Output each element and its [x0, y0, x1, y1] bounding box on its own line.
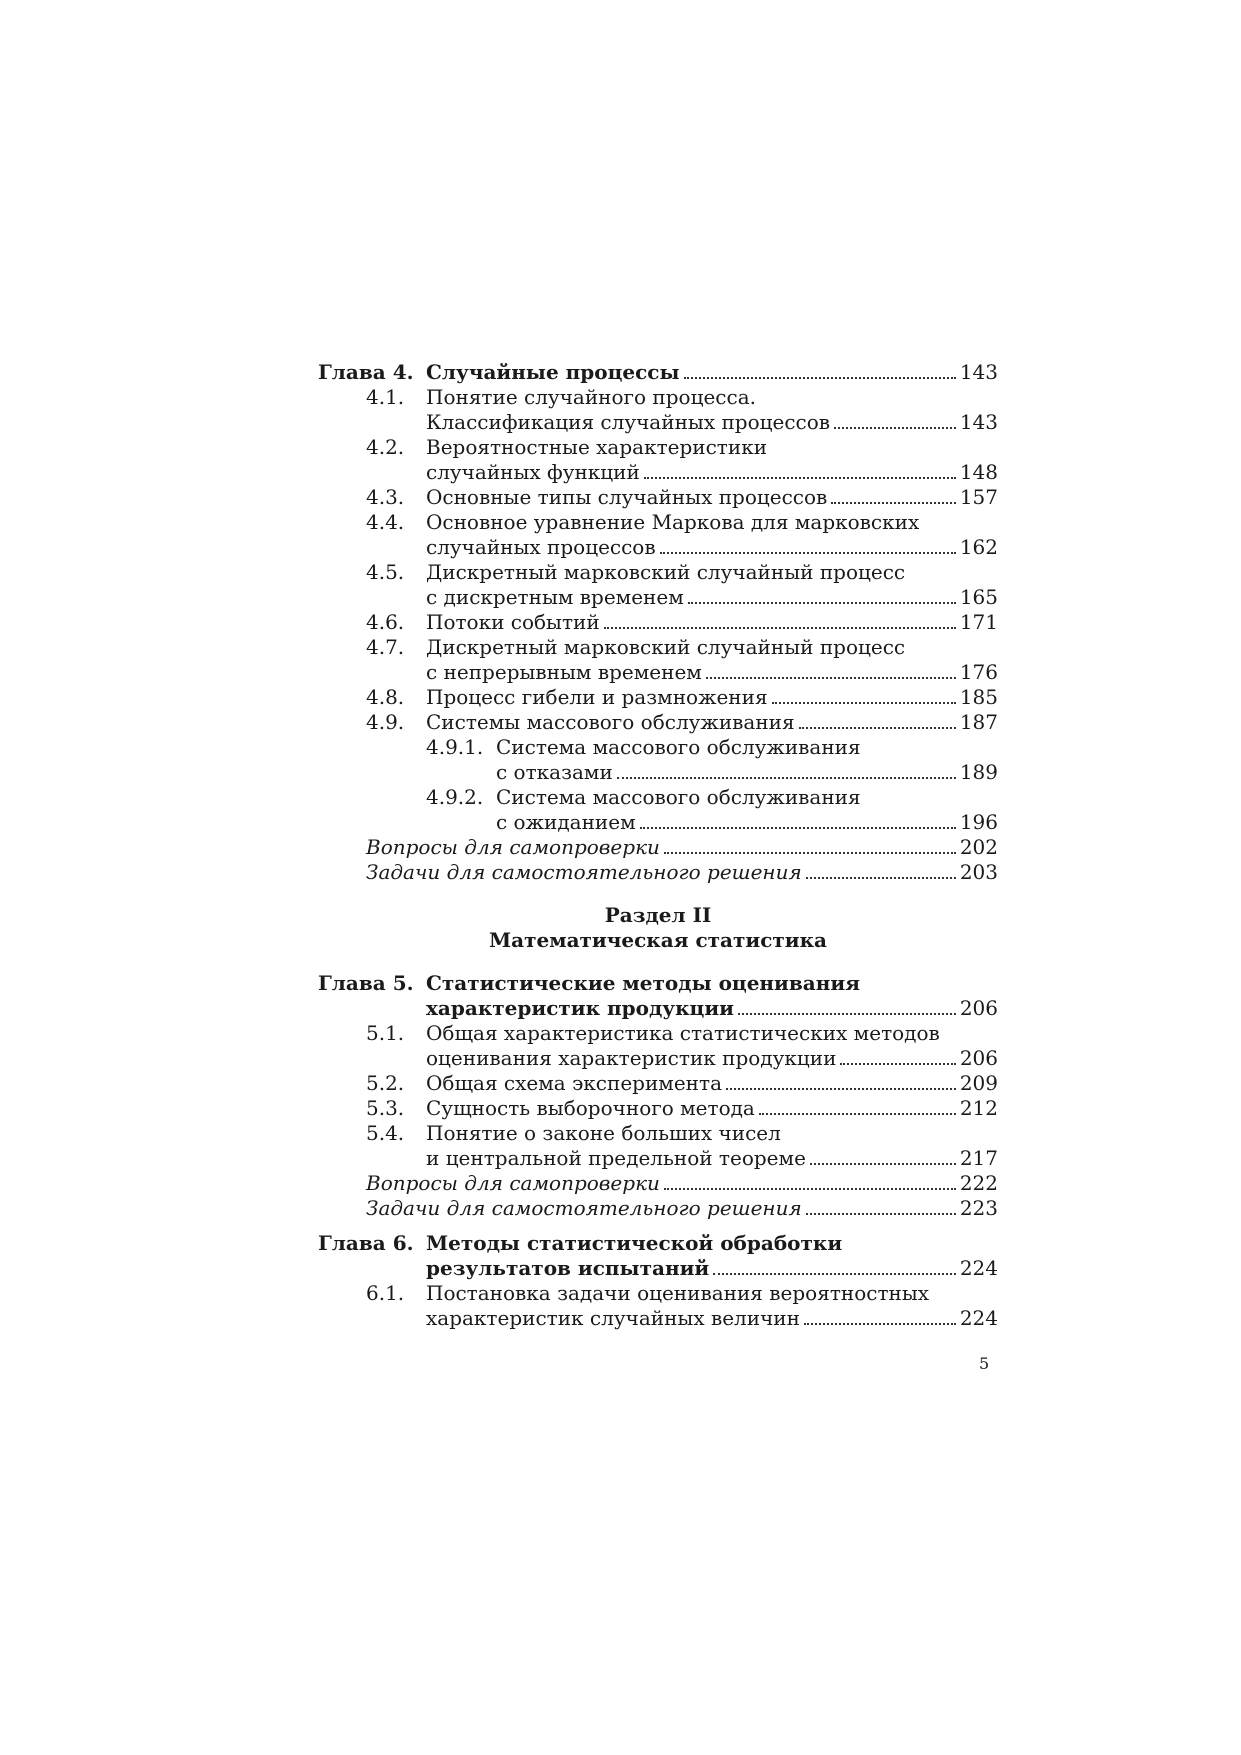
- toc-entry-line: [366, 835, 998, 860]
- toc-entry-title: с дискретным временем: [426, 585, 684, 609]
- toc-entry[interactable]: [318, 1171, 998, 1196]
- dot-leader: [644, 460, 956, 479]
- toc-entry-title: случайных функций: [426, 460, 640, 484]
- toc-entry-title: и центральной предельной теореме: [426, 1146, 806, 1170]
- toc-entry[interactable]: [318, 1146, 998, 1171]
- toc-entry-title: с отказами: [496, 760, 613, 784]
- toc-entry-page: 202: [959, 835, 998, 859]
- toc-entry-title: Задачи для самостоятельного решения: [366, 860, 802, 884]
- toc-entry-number: 4.9.2.: [426, 785, 484, 809]
- toc-entry-title: Система массового обслуживания: [496, 785, 861, 809]
- dot-leader: [840, 1046, 955, 1065]
- toc-entry-line: [426, 1231, 998, 1256]
- toc-entry[interactable]: [318, 710, 998, 735]
- toc-entry-line: [496, 810, 998, 835]
- toc-entry-line: [426, 1046, 998, 1071]
- toc-entry-line: [426, 1281, 998, 1306]
- toc-entry-number: 4.9.1.: [426, 735, 484, 759]
- toc-entry-title: Постановка задачи оценивания вероятностных: [426, 1281, 930, 1305]
- toc-entry-line: [426, 610, 998, 635]
- toc-entry-title: Системы массового обслуживания: [426, 710, 795, 734]
- toc-entry-line: [426, 1096, 998, 1121]
- toc-entry-page: 171: [959, 610, 998, 634]
- dot-leader: [806, 860, 956, 879]
- toc-entry-page: 185: [959, 685, 998, 709]
- toc-entry-page: 157: [959, 485, 998, 509]
- toc-entry[interactable]: [318, 1121, 998, 1146]
- toc-entry-title: Общая характеристика статистических методов: [426, 1021, 940, 1045]
- toc-entry-title: с ожиданием: [496, 810, 636, 834]
- toc-entry-title: Понятие о законе больших чисел: [426, 1121, 781, 1145]
- toc-entry-line: [426, 460, 998, 485]
- toc-entry-line: [426, 1121, 998, 1146]
- toc-entry-page: 209: [959, 1071, 998, 1095]
- toc-entry-page: 187: [959, 710, 998, 734]
- toc-entry[interactable]: [318, 510, 998, 535]
- toc-entry-line: [426, 1071, 998, 1096]
- toc-entry[interactable]: [318, 360, 998, 385]
- toc-entry[interactable]: [318, 971, 998, 996]
- toc-entry-line: [426, 635, 998, 660]
- toc-entry-number: 5.2.: [366, 1071, 405, 1095]
- toc-entry-number: Глава 6.: [318, 1231, 414, 1255]
- toc-entry-title: Вопросы для самопроверки: [366, 1171, 660, 1195]
- dot-leader: [684, 360, 956, 379]
- toc-entry[interactable]: [318, 1231, 998, 1256]
- dot-leader: [713, 1256, 956, 1275]
- toc-entry-line: [426, 435, 998, 460]
- toc-entry[interactable]: [318, 1281, 998, 1306]
- toc-entry-number: 6.1.: [366, 1281, 405, 1305]
- toc-entry[interactable]: [318, 1096, 998, 1121]
- toc-entry[interactable]: [318, 410, 998, 435]
- toc-entry-line: [426, 410, 998, 435]
- dot-leader: [806, 1196, 956, 1215]
- toc-entry-line: [366, 1171, 998, 1196]
- toc-entry-title: Потоки событий: [426, 610, 600, 634]
- toc-entry-title: Дискретный марковский случайный процесс: [426, 560, 906, 584]
- toc-entry-line: [366, 1196, 998, 1221]
- toc-entry[interactable]: [318, 1071, 998, 1096]
- toc-entry-line: [496, 735, 998, 760]
- dot-leader: [831, 485, 956, 504]
- toc-entry-page: 189: [959, 760, 998, 784]
- toc-entry-page: 143: [959, 410, 998, 434]
- toc-entry[interactable]: [318, 435, 998, 460]
- toc-entry-page: 148: [959, 460, 998, 484]
- toc-entry-page: 224: [959, 1306, 998, 1330]
- toc-entry-title: с непрерывным временем: [426, 660, 702, 684]
- toc-entry-page: 203: [959, 860, 998, 884]
- dot-leader: [706, 660, 956, 679]
- dot-leader: [664, 835, 956, 854]
- toc-entry-page: 206: [959, 996, 998, 1020]
- toc-entry-page: 196: [959, 810, 998, 834]
- dot-leader: [772, 685, 956, 704]
- toc-entry-number: Глава 5.: [318, 971, 414, 995]
- toc-entry-title: Процесс гибели и размножения: [426, 685, 768, 709]
- dot-leader: [726, 1071, 956, 1090]
- toc-entry-line: [426, 971, 998, 996]
- toc-entry[interactable]: [318, 485, 998, 510]
- dot-leader: [804, 1306, 956, 1325]
- toc-entry-page: 217: [959, 1146, 998, 1170]
- toc-entry-line: [426, 385, 998, 410]
- toc-entry-page: 222: [959, 1171, 998, 1195]
- toc-entry[interactable]: [318, 860, 998, 885]
- toc-entry-number: 5.4.: [366, 1121, 405, 1145]
- toc-entry-line: [426, 710, 998, 735]
- toc-entry-line: [426, 660, 998, 685]
- toc-entry-title: Классификация случайных процессов: [426, 410, 831, 434]
- toc-entry-number: 4.6.: [366, 610, 405, 634]
- toc-entry[interactable]: [318, 635, 998, 660]
- toc-entry-page: 143: [959, 360, 998, 384]
- toc-entry-line: [426, 585, 998, 610]
- spacer: [318, 1221, 998, 1231]
- toc-entry-line: [426, 1021, 998, 1046]
- dot-leader: [604, 610, 956, 629]
- toc-entry[interactable]: [318, 1046, 998, 1071]
- toc-entry[interactable]: [318, 785, 998, 810]
- toc-entry-title: характеристик продукции: [426, 996, 734, 1020]
- toc-entry[interactable]: [318, 835, 998, 860]
- toc-entry-number: Глава 4.: [318, 360, 414, 384]
- toc-entry-title: Основное уравнение Маркова для марковских: [426, 510, 920, 534]
- toc-entry-number: 5.3.: [366, 1096, 405, 1120]
- toc-entry-line: [426, 1306, 998, 1331]
- toc-entry[interactable]: [318, 460, 998, 485]
- toc-entry[interactable]: [318, 735, 998, 760]
- toc-entry-line: [426, 1146, 998, 1171]
- toc-entry-title: Случайные процессы: [426, 360, 680, 384]
- toc-entry-title: характеристик случайных величин: [426, 1306, 800, 1330]
- toc-entry-title: Задачи для самостоятельного решения: [366, 1196, 802, 1220]
- dot-leader: [688, 585, 956, 604]
- dot-leader: [834, 410, 956, 429]
- toc-entry[interactable]: [318, 660, 998, 685]
- part-number: Раздел II: [604, 903, 712, 927]
- toc-entry[interactable]: [318, 610, 998, 635]
- toc-entry-title: оценивания характеристик продукции: [426, 1046, 837, 1070]
- table-of-contents: [318, 360, 998, 1331]
- toc-entry[interactable]: [318, 585, 998, 610]
- toc-entry[interactable]: [318, 760, 998, 785]
- dot-leader: [799, 710, 956, 729]
- toc-entry-page: 212: [959, 1096, 998, 1120]
- dot-leader: [617, 760, 956, 779]
- toc-entry-title: Основные типы случайных процессов: [426, 485, 828, 509]
- toc-entry-title: результатов испытаний: [426, 1256, 710, 1280]
- toc-entry[interactable]: [318, 1306, 998, 1331]
- toc-entry-title: Сущность выборочного метода: [426, 1096, 755, 1120]
- toc-entry-number: 4.9.: [366, 710, 405, 734]
- toc-entry-page: 224: [959, 1256, 998, 1280]
- toc-entry-title: Система массового обслуживания: [496, 735, 861, 759]
- toc-entry-line: [426, 535, 998, 560]
- page-number: 5: [979, 1354, 990, 1373]
- toc-entry-line: [426, 560, 998, 585]
- toc-entry-title: Общая схема эксперимента: [426, 1071, 722, 1095]
- toc-entry-line: [426, 685, 998, 710]
- toc-entry[interactable]: [318, 810, 998, 835]
- toc-entry-number: 4.5.: [366, 560, 405, 584]
- toc-entry-line: [426, 485, 998, 510]
- toc-entry-number: 5.1.: [366, 1021, 405, 1045]
- toc-entry-page: 223: [959, 1196, 998, 1220]
- toc-entry-number: 4.7.: [366, 635, 405, 659]
- toc-entry-title: Вероятностные характеристики: [426, 435, 768, 459]
- toc-entry-page: 165: [959, 585, 998, 609]
- toc-entry-line: [426, 1256, 998, 1281]
- toc-entry-line: [496, 760, 998, 785]
- toc-entry[interactable]: [318, 1256, 998, 1281]
- part-title: Математическая статистика: [488, 928, 828, 952]
- toc-entry-title: случайных процессов: [426, 535, 656, 559]
- dot-leader: [738, 996, 956, 1015]
- toc-entry-title: Статистические методы оценивания: [426, 971, 860, 995]
- dot-leader: [640, 810, 956, 829]
- toc-entry[interactable]: [318, 996, 998, 1021]
- toc-entry-line: [366, 860, 998, 885]
- toc-entry-page: 206: [959, 1046, 998, 1070]
- toc-entry[interactable]: [318, 1196, 998, 1221]
- toc-entry-line: [426, 996, 998, 1021]
- part-heading: [318, 903, 998, 953]
- toc-entry[interactable]: [318, 535, 998, 560]
- toc-entry[interactable]: [318, 385, 998, 410]
- toc-entry-title: Методы статистической обработки: [426, 1231, 843, 1255]
- toc-entry-number: 4.3.: [366, 485, 405, 509]
- toc-entry[interactable]: [318, 685, 998, 710]
- toc-entry-page: 162: [959, 535, 998, 559]
- toc-entry[interactable]: [318, 560, 998, 585]
- toc-entry-number: 4.4.: [366, 510, 405, 534]
- dot-leader: [664, 1171, 956, 1190]
- toc-entry-number: 4.2.: [366, 435, 405, 459]
- toc-entry-number: 4.8.: [366, 685, 405, 709]
- toc-entry-number: 4.1.: [366, 385, 405, 409]
- toc-entry-title: Дискретный марковский случайный процесс: [426, 635, 906, 659]
- toc-entry-title: Понятие случайного процесса.: [426, 385, 756, 409]
- toc-entry-line: [496, 785, 998, 810]
- dot-leader: [660, 535, 956, 554]
- toc-entry-title: Вопросы для самопроверки: [366, 835, 660, 859]
- dot-leader: [759, 1096, 956, 1115]
- toc-entry-line: [426, 510, 998, 535]
- toc-entry-line: [426, 360, 998, 385]
- toc-entry[interactable]: [318, 1021, 998, 1046]
- dot-leader: [810, 1146, 956, 1165]
- toc-entry-page: 176: [959, 660, 998, 684]
